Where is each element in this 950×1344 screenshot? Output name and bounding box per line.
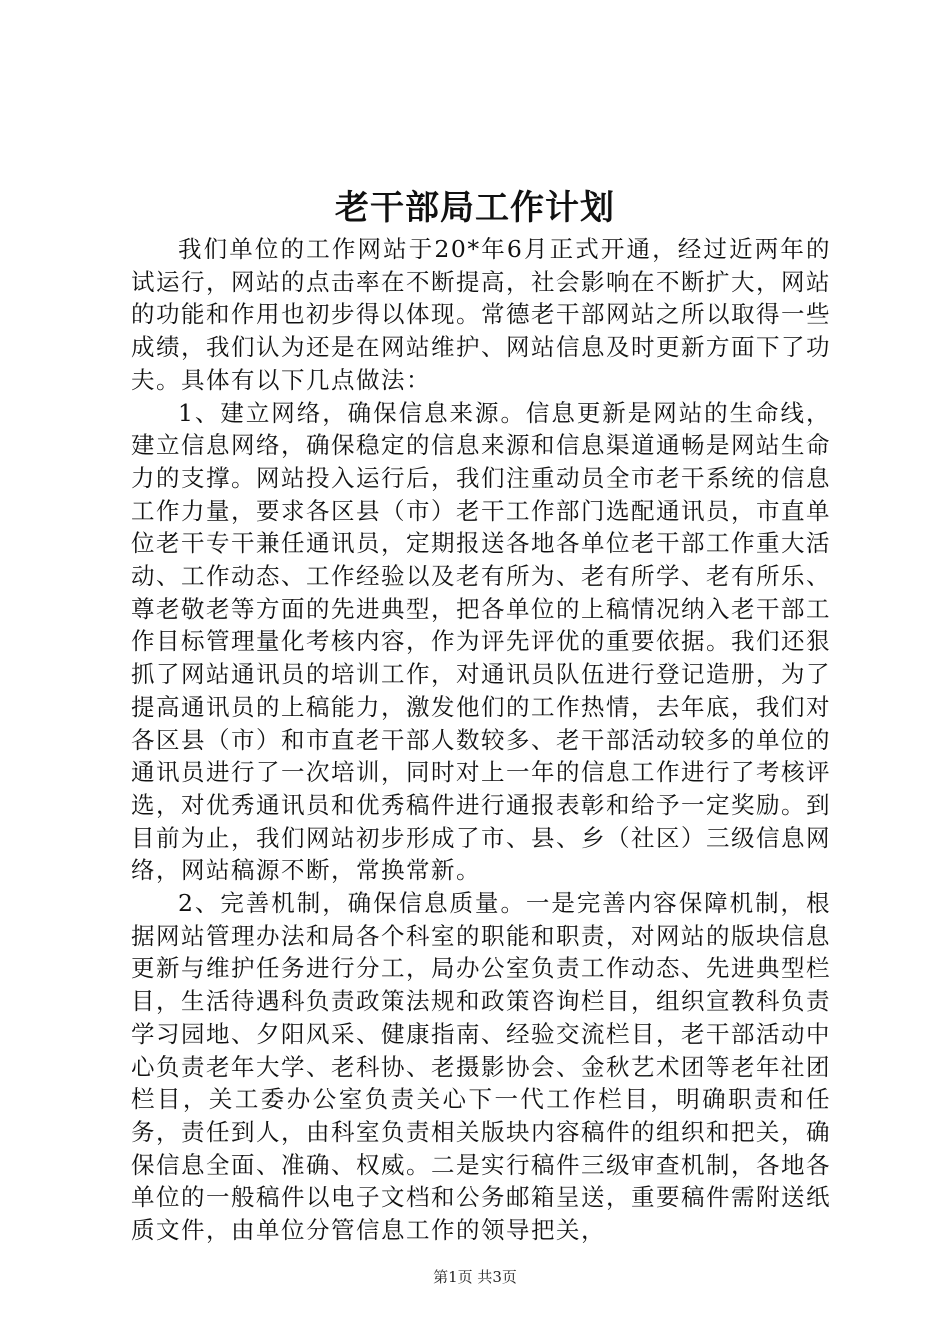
page-number-footer: 第1页 共3页: [433, 1268, 517, 1286]
document-body: [131, 233, 831, 1247]
paragraph-intro: 我们单位的工作网站于20*年6月正式开通，经过近两年的试运行，网站的点击率在不断提高，社会影响在不断扩大，网站的功能和作用也初步得以体现。常德老干部网站之所以取得一些成绩，我们认为还是在网站维护、网站信息及时更新方面下了功夫。具体有以下几点做法：: [131, 235, 831, 394]
paragraph-network: 1、建立网络，确保信息来源。信息更新是网站的生命线，建立信息网络，确保稳定的信息来源和信息渠道通畅是网站生命力的支撑。网站投入运行后，我们注重动员全市老干系统的信息工作力量，要求各区县（市）老干工作部门选配通讯员，市直单位老干专干兼任通讯员，定期报送各地各单位老干部工作重大活动、工作动态、工作经验以及老有所为、老有所学、老有所乐、尊老敬老等方面的先进典型，把各单位的上稿情况纳入老干部工作目标管理量化考核内容，作为评先评优的重要依据。我们还狠抓了网站通讯员的培训工作，对通讯员队伍进行登记造册，为了提高通讯员的上稿能力，激发他们的工作热情，去年底，我们对各区县（市）和市直老干部人数较多、老干部活动较多的单位的通讯员进行了一次培训，同时对上一年的信息工作进行了考核评选，对优秀通讯员和优秀稿件进行通报表彰和给予一定奖励。到目前为止，我们网站初步形成了市、县、乡（社区）三级信息网络，网站稿源不断，常换常新。: [131, 398, 831, 885]
paragraph-mechanism: 2、完善机制，确保信息质量。一是完善内容保障机制，根据网站管理办法和局各个科室的职能和职责，对网站的版块信息更新与维护任务进行分工，局办公室负责工作动态、先进典型栏目，生活待遇科负责政策法规和政策咨询栏目，组织宣教科负责学习园地、夕阳风采、健康指南、经验交流栏目，老干部活动中心负责老年大学、老科协、老摄影协会、金秋艺术团等老年社团栏目，关工委办公室负责关心下一代工作栏目，明确职责和任务，责任到人，由科室负责相关版块内容稿件的组织和把关，确保信息全面、准确、权威。二是实行稿件三级审查机制，各地各单位的一般稿件以电子文档和公务邮箱呈送，重要稿件需附送纸质文件，由单位分管信息工作的领导把关，: [131, 889, 831, 1245]
document-title: 老干部局工作计划: [335, 188, 615, 228]
